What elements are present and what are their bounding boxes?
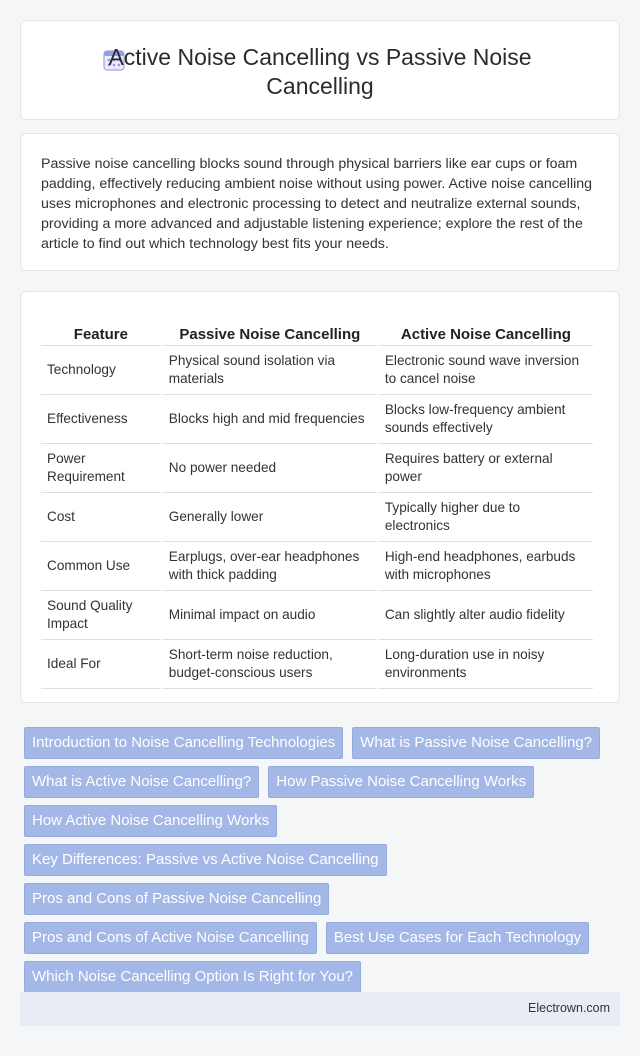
toc-link-what-is-passive[interactable]: What is Passive Noise Cancelling? [352,727,600,759]
active-cell: Typically higher due to electronics [379,493,593,542]
table-row [41,346,593,395]
intro-paragraph: Passive noise cancelling blocks sound through physical barriers like ear cups or foam padding, effectively reducing ambient noise without using power. Active noise cancelling uses microphones and electronic processing to detect and neutralize external sounds, providing a more advanced and adjustable listening experience; explore the rest of the article to find out which technology best fits your needs. [41,156,593,252]
title-card [20,20,620,120]
toc-link-how-passive-works[interactable]: How Passive Noise Cancelling Works [268,766,534,798]
intro-card [20,133,620,271]
toc-link-which-option[interactable]: Which Noise Cancelling Option Is Right for You? [24,961,361,993]
table-header-row [41,312,593,346]
page-title: Active Noise Cancelling vs Passive Noise Cancelling [108,44,532,99]
passive-cell: Blocks high and mid frequencies [163,395,377,444]
passive-cell: Short-term noise reduction, budget-conscious users [163,640,377,689]
table-row [41,591,593,640]
toc-link-pros-cons-active[interactable]: Pros and Cons of Active Noise Cancelling [24,922,317,954]
passive-cell: Minimal impact on audio [163,591,377,640]
toc-link-how-active-works[interactable]: How Active Noise Cancelling Works [24,805,277,837]
header-feature: Feature [41,312,161,346]
toc-link-what-is-active[interactable]: What is Active Noise Cancelling? [24,766,259,798]
feature-cell: Cost [41,493,161,542]
passive-cell: Generally lower [163,493,377,542]
footer [20,992,620,1026]
table-row [41,640,593,689]
feature-cell: Effectiveness [41,395,161,444]
footer-site-name: Electrown.com [528,1001,610,1015]
toc-link-best-use-cases[interactable]: Best Use Cases for Each Technology [326,922,589,954]
passive-cell: No power needed [163,444,377,493]
toc-link-key-differences[interactable]: Key Differences: Passive vs Active Noise Cancelling [24,844,387,876]
comparison-table [39,312,595,689]
feature-cell: Technology [41,346,161,395]
table-of-contents [24,727,624,993]
table-row [41,395,593,444]
active-cell: High-end headphones, earbuds with microphones [379,542,593,591]
feature-cell: Power Requirement [41,444,161,493]
header-active: Active Noise Cancelling [379,312,593,346]
table-row [41,444,593,493]
feature-cell: Ideal For [41,640,161,689]
table-row [41,542,593,591]
feature-cell: Common Use [41,542,161,591]
comparison-table-card [20,291,620,703]
active-cell: Requires battery or external power [379,444,593,493]
passive-cell: Earplugs, over-ear headphones with thick padding [163,542,377,591]
passive-cell: Physical sound isolation via materials [163,346,377,395]
toc-link-pros-cons-passive[interactable]: Pros and Cons of Passive Noise Cancelling [24,883,329,915]
header-passive: Passive Noise Cancelling [163,312,377,346]
feature-cell: Sound Quality Impact [41,591,161,640]
table-row [41,493,593,542]
toc-link-introduction[interactable]: Introduction to Noise Cancelling Technologies [24,727,343,759]
active-cell: Blocks low-frequency ambient sounds effectively [379,395,593,444]
active-cell: Long-duration use in noisy environments [379,640,593,689]
active-cell: Electronic sound wave inversion to cancel noise [379,346,593,395]
active-cell: Can slightly alter audio fidelity [379,591,593,640]
